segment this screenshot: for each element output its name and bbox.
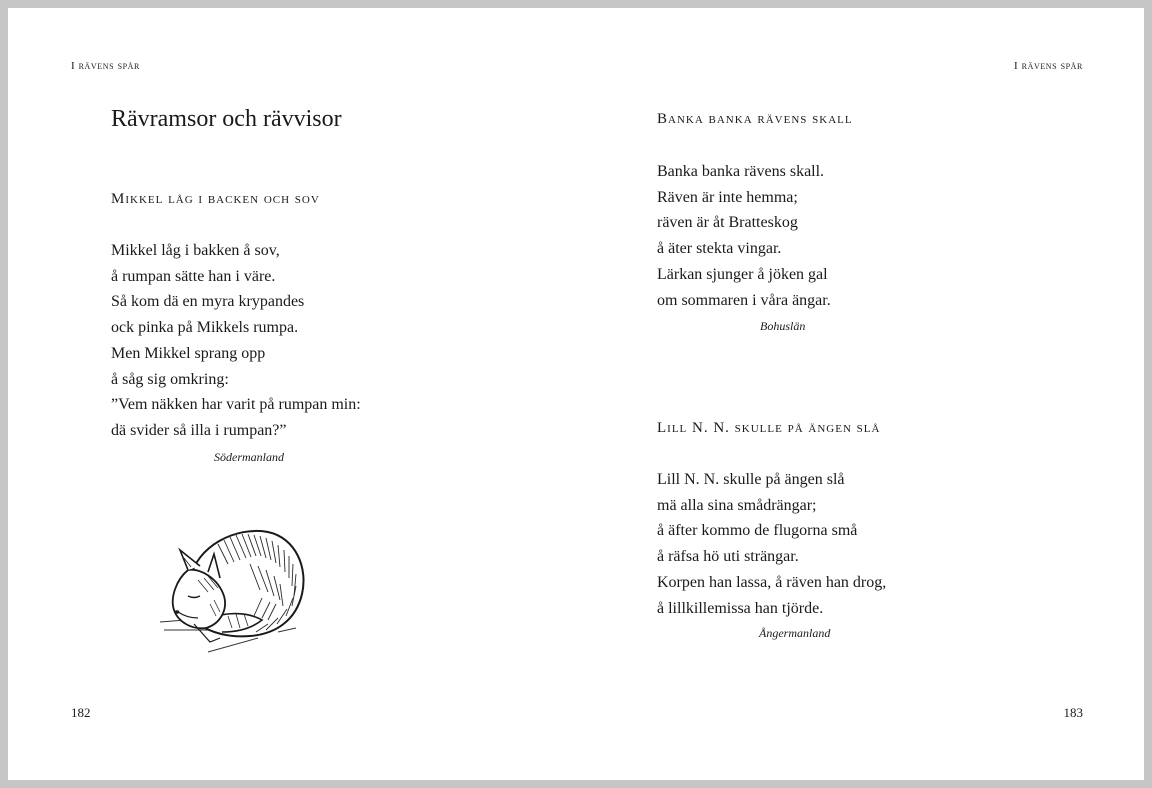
book-spread: [8, 8, 1144, 780]
left-running-head: I rävens spår: [71, 60, 140, 72]
poem-verse-mikkel: [111, 238, 361, 444]
verse-line: om sommaren i våra ängar.: [657, 291, 831, 309]
verse-line: å såg sig omkring:: [111, 370, 229, 388]
verse-line: Mikkel låg i bakken å sov,: [111, 242, 280, 259]
verse-line: Lärkan sjunger å jöken gal: [657, 265, 828, 283]
verse-line: å äfter kommo de flugorna små: [657, 522, 858, 540]
verse-line: å lillkillemissa han tjörde.: [657, 599, 824, 617]
verse-line: mä alla sina smådrängar;: [657, 496, 817, 514]
right-running-head: I rävens spår: [1014, 60, 1083, 72]
poem-source-sodermanland: Södermanland: [214, 450, 284, 464]
verse-line: Korpen han lassa, å räven han drog,: [657, 573, 887, 591]
verse-line: ”Vem näkken har varit på rumpan min:: [111, 396, 361, 414]
verse-line: Banka banka rävens skall.: [657, 163, 825, 180]
sleeping-fox-illustration: [158, 520, 308, 660]
poem-source-bohuslan: Bohuslän: [760, 319, 806, 333]
chapter-title: Rävramsor och rävvisor: [111, 106, 342, 132]
verse-line: ock pinka på Mikkels rumpa.: [111, 319, 299, 337]
poem-title-mikkel: Mikkel låg i backen och sov: [111, 191, 320, 207]
left-page-number: 182: [71, 705, 91, 720]
right-page-number: 183: [1063, 705, 1083, 720]
verse-line: Räven är inte hemma;: [657, 188, 798, 206]
poem-verse-banka: [657, 159, 831, 313]
verse-line: å rumpan sätte han i väre.: [111, 267, 276, 285]
verse-line: Så kom dä en myra krypandes: [111, 293, 305, 311]
poem-verse-lill-nn: [657, 467, 886, 621]
verse-line: Men Mikkel sprang opp: [111, 344, 266, 362]
poem-title-lill-nn: Lill N. N. skulle på ängen slå: [657, 420, 881, 436]
poem-source-angermanland: Ångermanland: [759, 626, 831, 640]
verse-line: räven är åt Bratteskog: [657, 214, 798, 232]
verse-line: Lill N. N. skulle på ängen slå: [657, 471, 845, 488]
verse-line: dä svider så illa i rumpan?”: [111, 421, 287, 439]
verse-line: å äter stekta vingar.: [657, 240, 782, 258]
poem-title-banka: Banka banka rävens skall: [657, 111, 853, 127]
verse-line: å räfsa hö uti strängar.: [657, 548, 799, 566]
